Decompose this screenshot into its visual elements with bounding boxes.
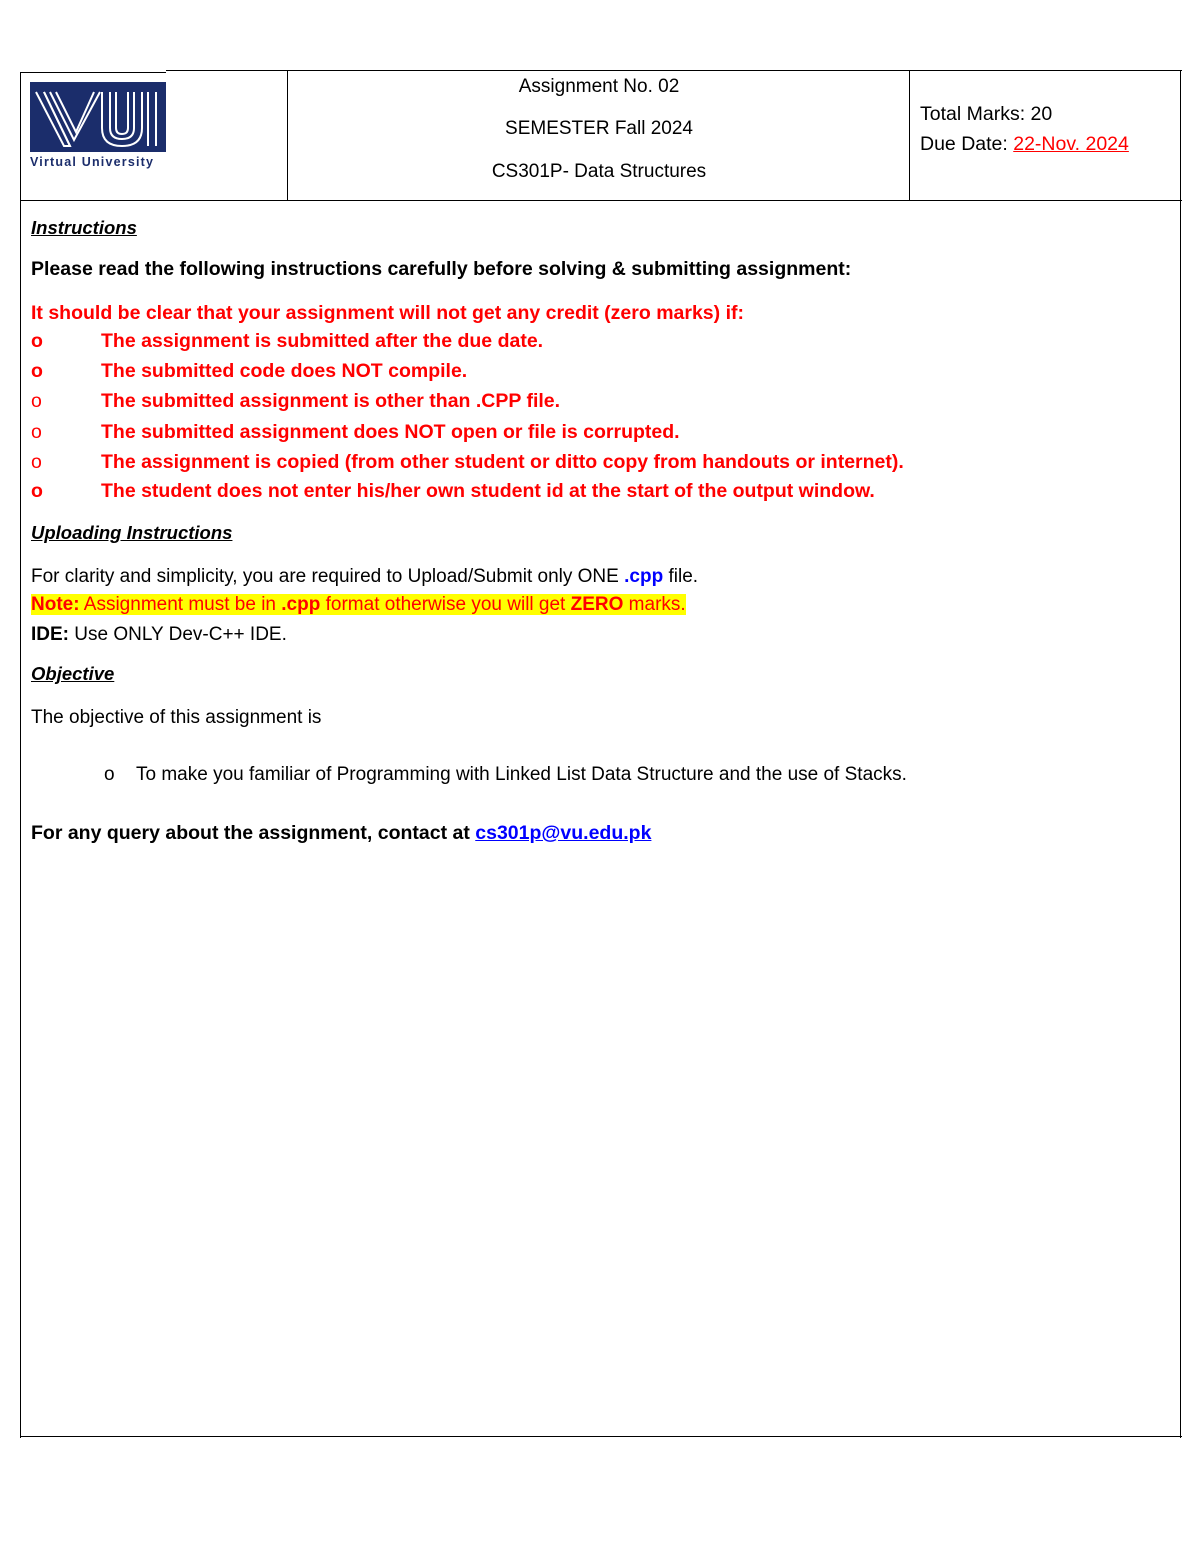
ide-text: Use ONLY Dev-C++ IDE. — [69, 624, 287, 645]
credit-warning: It should be clear that your assignment will not get any credit (zero marks) if: — [31, 302, 744, 324]
header-top-rule-left — [20, 72, 166, 73]
note-label: Note: — [31, 594, 80, 615]
upload-instruction — [31, 566, 698, 588]
rule-text: The student does not enter his/her own student id at the start of the output window. — [101, 480, 875, 502]
header-top-rule — [166, 70, 1182, 71]
instructions-heading: Instructions — [31, 217, 137, 238]
bullet-icon: o — [31, 421, 42, 443]
objective-heading: Objective — [31, 663, 115, 684]
format-note — [31, 594, 686, 616]
instructions-intro: Please read the following instructions carefully before solving & submitting assignment: — [31, 258, 852, 280]
upload-text-end: file. — [663, 566, 699, 587]
bullet-icon: o — [31, 480, 43, 502]
upload-text: For clarity and simplicity, you are required to Upload/Submit only ONE — [31, 566, 625, 587]
objective-text: To make you familiar of Programming with Linked List Data Structure and the use of Stacks. — [136, 764, 907, 785]
contact-email-link[interactable]: cs301p@vu.edu.pk — [475, 822, 652, 844]
total-marks: Total Marks: 20 — [920, 103, 1053, 125]
frame-bottom-rule — [20, 1436, 1182, 1437]
bullet-icon: o — [31, 360, 43, 382]
objective-item — [104, 764, 907, 786]
logo-subtitle: Virtual University — [30, 155, 155, 169]
objective-intro: The objective of this assignment is — [31, 707, 322, 728]
due-date-value: 22-Nov. 2024 — [1013, 133, 1129, 155]
vu-logo — [30, 82, 170, 172]
bullet-icon: o — [31, 390, 42, 412]
contact-text: For any query about the assignment, contact at — [31, 822, 476, 844]
rule-text: The submitted assignment is other than .CPP file. — [101, 390, 561, 412]
frame-right-border — [1180, 70, 1181, 1438]
rule-item — [31, 330, 543, 353]
frame-left-border — [20, 72, 21, 1438]
header-bottom-rule — [20, 200, 1182, 201]
ide-label: IDE: — [31, 624, 69, 645]
semester: SEMESTER Fall 2024 — [505, 118, 693, 139]
rule-text: The submitted assignment does NOT open or file is corrupted. — [101, 421, 680, 443]
bullet-icon: o — [104, 764, 115, 785]
note-extension: .cpp — [281, 594, 321, 615]
rule-text: The assignment is copied (from other student or ditto copy from handouts or internet). — [101, 451, 904, 473]
vu-logo-graphic — [30, 82, 170, 172]
note-text: Assignment must be in — [79, 594, 282, 615]
rule-text: The submitted code does NOT compile. — [101, 360, 468, 382]
cpp-extension: .cpp — [624, 566, 664, 587]
due-date — [920, 133, 1129, 156]
note-text-mid: format otherwise you will get — [320, 594, 571, 615]
assignment-number: Assignment No. 02 — [518, 76, 680, 97]
rule-item — [31, 451, 904, 474]
contact-line — [31, 822, 651, 845]
due-date-label: Due Date: — [920, 133, 1008, 155]
bullet-icon: o — [31, 330, 43, 352]
course-title: CS301P- Data Structures — [491, 161, 707, 182]
rule-item — [31, 421, 680, 444]
bullet-icon: o — [31, 451, 42, 473]
note-text-end: marks. — [623, 594, 686, 615]
uploading-heading: Uploading Instructions — [31, 522, 233, 543]
rule-text: The assignment is submitted after the due date. — [101, 330, 544, 352]
ide-requirement — [31, 624, 287, 646]
note-zero: ZERO — [570, 594, 624, 615]
rule-item — [31, 480, 875, 503]
rule-item — [31, 390, 560, 413]
rule-item — [31, 360, 467, 383]
